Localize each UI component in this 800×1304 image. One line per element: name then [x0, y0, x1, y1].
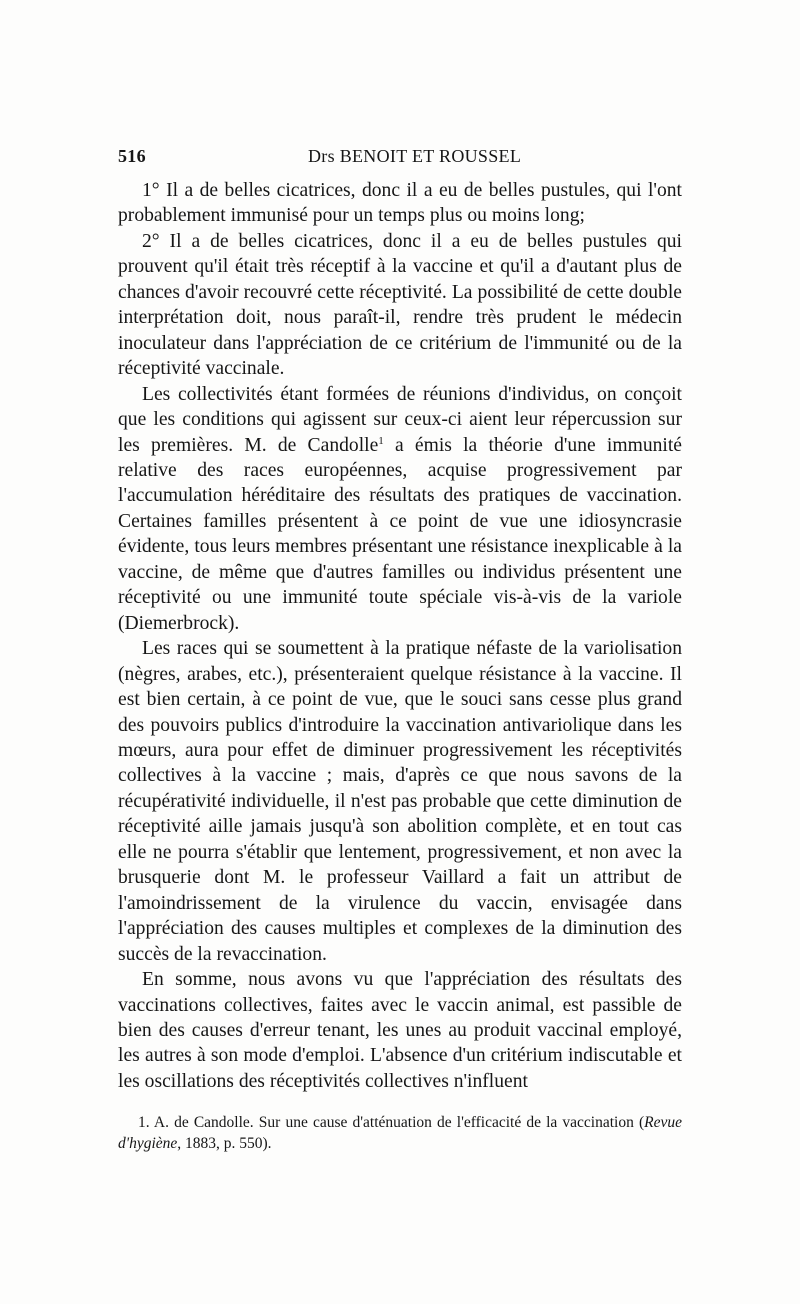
- paragraph-3-part-b: a émis la théorie d'une immunité relative des races européennes, acquise progressivement par l'accumulation héréditaire des résultats des pratiques de vaccination. Certaines familles présentent à ce point de vue une idiosyncrasie évidente, tous leurs membres présentant une résistance inexplicable à la vaccine, de même que d'autres familles ou individus présentent une réceptivité ou une immunité toute spéciale vis-à-vis de la variole (Diemerbrock).: [118, 434, 682, 634]
- footnote-text-b: , 1883, p. 550).: [177, 1135, 272, 1152]
- paragraph-5: En somme, nous avons vu que l'appréciation des résultats des vaccinations collectives, faites avec le vaccin animal, est passible de bien des causes d'erreur tenant, les unes au produit vaccinal employé, les autres à son mode d'emploi. L'absence d'un critérium indiscutable et les oscillations des réceptivités collectives n'influent: [118, 969, 682, 1092]
- page-number: 516: [118, 146, 146, 166]
- paragraph-4: Les races qui se soumettent à la pratique néfaste de la variolisation (nègres, arabes, etc.), présenteraient quelque résistance à la vaccine. Il est bien certain, à ce point de vue, que le souci sans cesse plus grand des pouvoirs publics d'introduire la vaccination antivariolique dans les mœurs, aura pour effet de diminuer progressivement les réceptivités collectives à la vaccine ; mais, d'après ce que nous savons de la récupérativité individuelle, il n'est pas probable que cette diminution de réceptivité aille jamais jusqu'à son abolition complète, et en tout cas elle ne pourra s'établir que lentement, progressivement, et non avec la brusquerie dont M. le professeur Vaillard a fait un attribut de l'amoindrissement de la virulence du vaccin, envisagée dans l'appréciation des causes multiples et complexes de la diminution des succès de la revaccination.: [118, 638, 682, 965]
- paragraph-3: [118, 382, 682, 637]
- page-header: [118, 146, 682, 174]
- footnote-journal-title: Revue d'hygiène: [118, 1114, 682, 1152]
- footnote: [118, 1112, 682, 1154]
- paragraph-1: 1° Il a de belles cicatrices, donc il a eu de belles pustules, qui l'ont probablement immunisé pour un temps plus ou moins long;: [118, 180, 682, 227]
- footnote-reference: 1: [378, 434, 384, 447]
- running-head: Drs BENOIT ET ROUSSEL: [308, 146, 522, 166]
- paragraph-3-part-a: Les collectivités étant formées de réunions d'individus, on conçoit que les conditions qui agissent sur ceux-ci aient leur répercussion sur les premières. M. de Candolle: [118, 383, 682, 456]
- body-text: [118, 178, 682, 1094]
- footnote-text-a: 1. A. de Candolle. Sur une cause d'atténuation de l'efficacité de la vaccination (: [138, 1114, 645, 1131]
- paragraph-2: 2° Il a de belles cicatrices, donc il a eu de belles pustules qui prouvent qu'il était très réceptif à la vaccine et qu'il a d'autant plus de chances d'avoir recouvré cette réceptivité. La possibilité de cette double interprétation doit, nous paraît-il, rendre très prudent le médecin inoculateur dans l'appréciation de ce critérium de l'immunité ou de la réceptivité vaccinale.: [118, 230, 682, 380]
